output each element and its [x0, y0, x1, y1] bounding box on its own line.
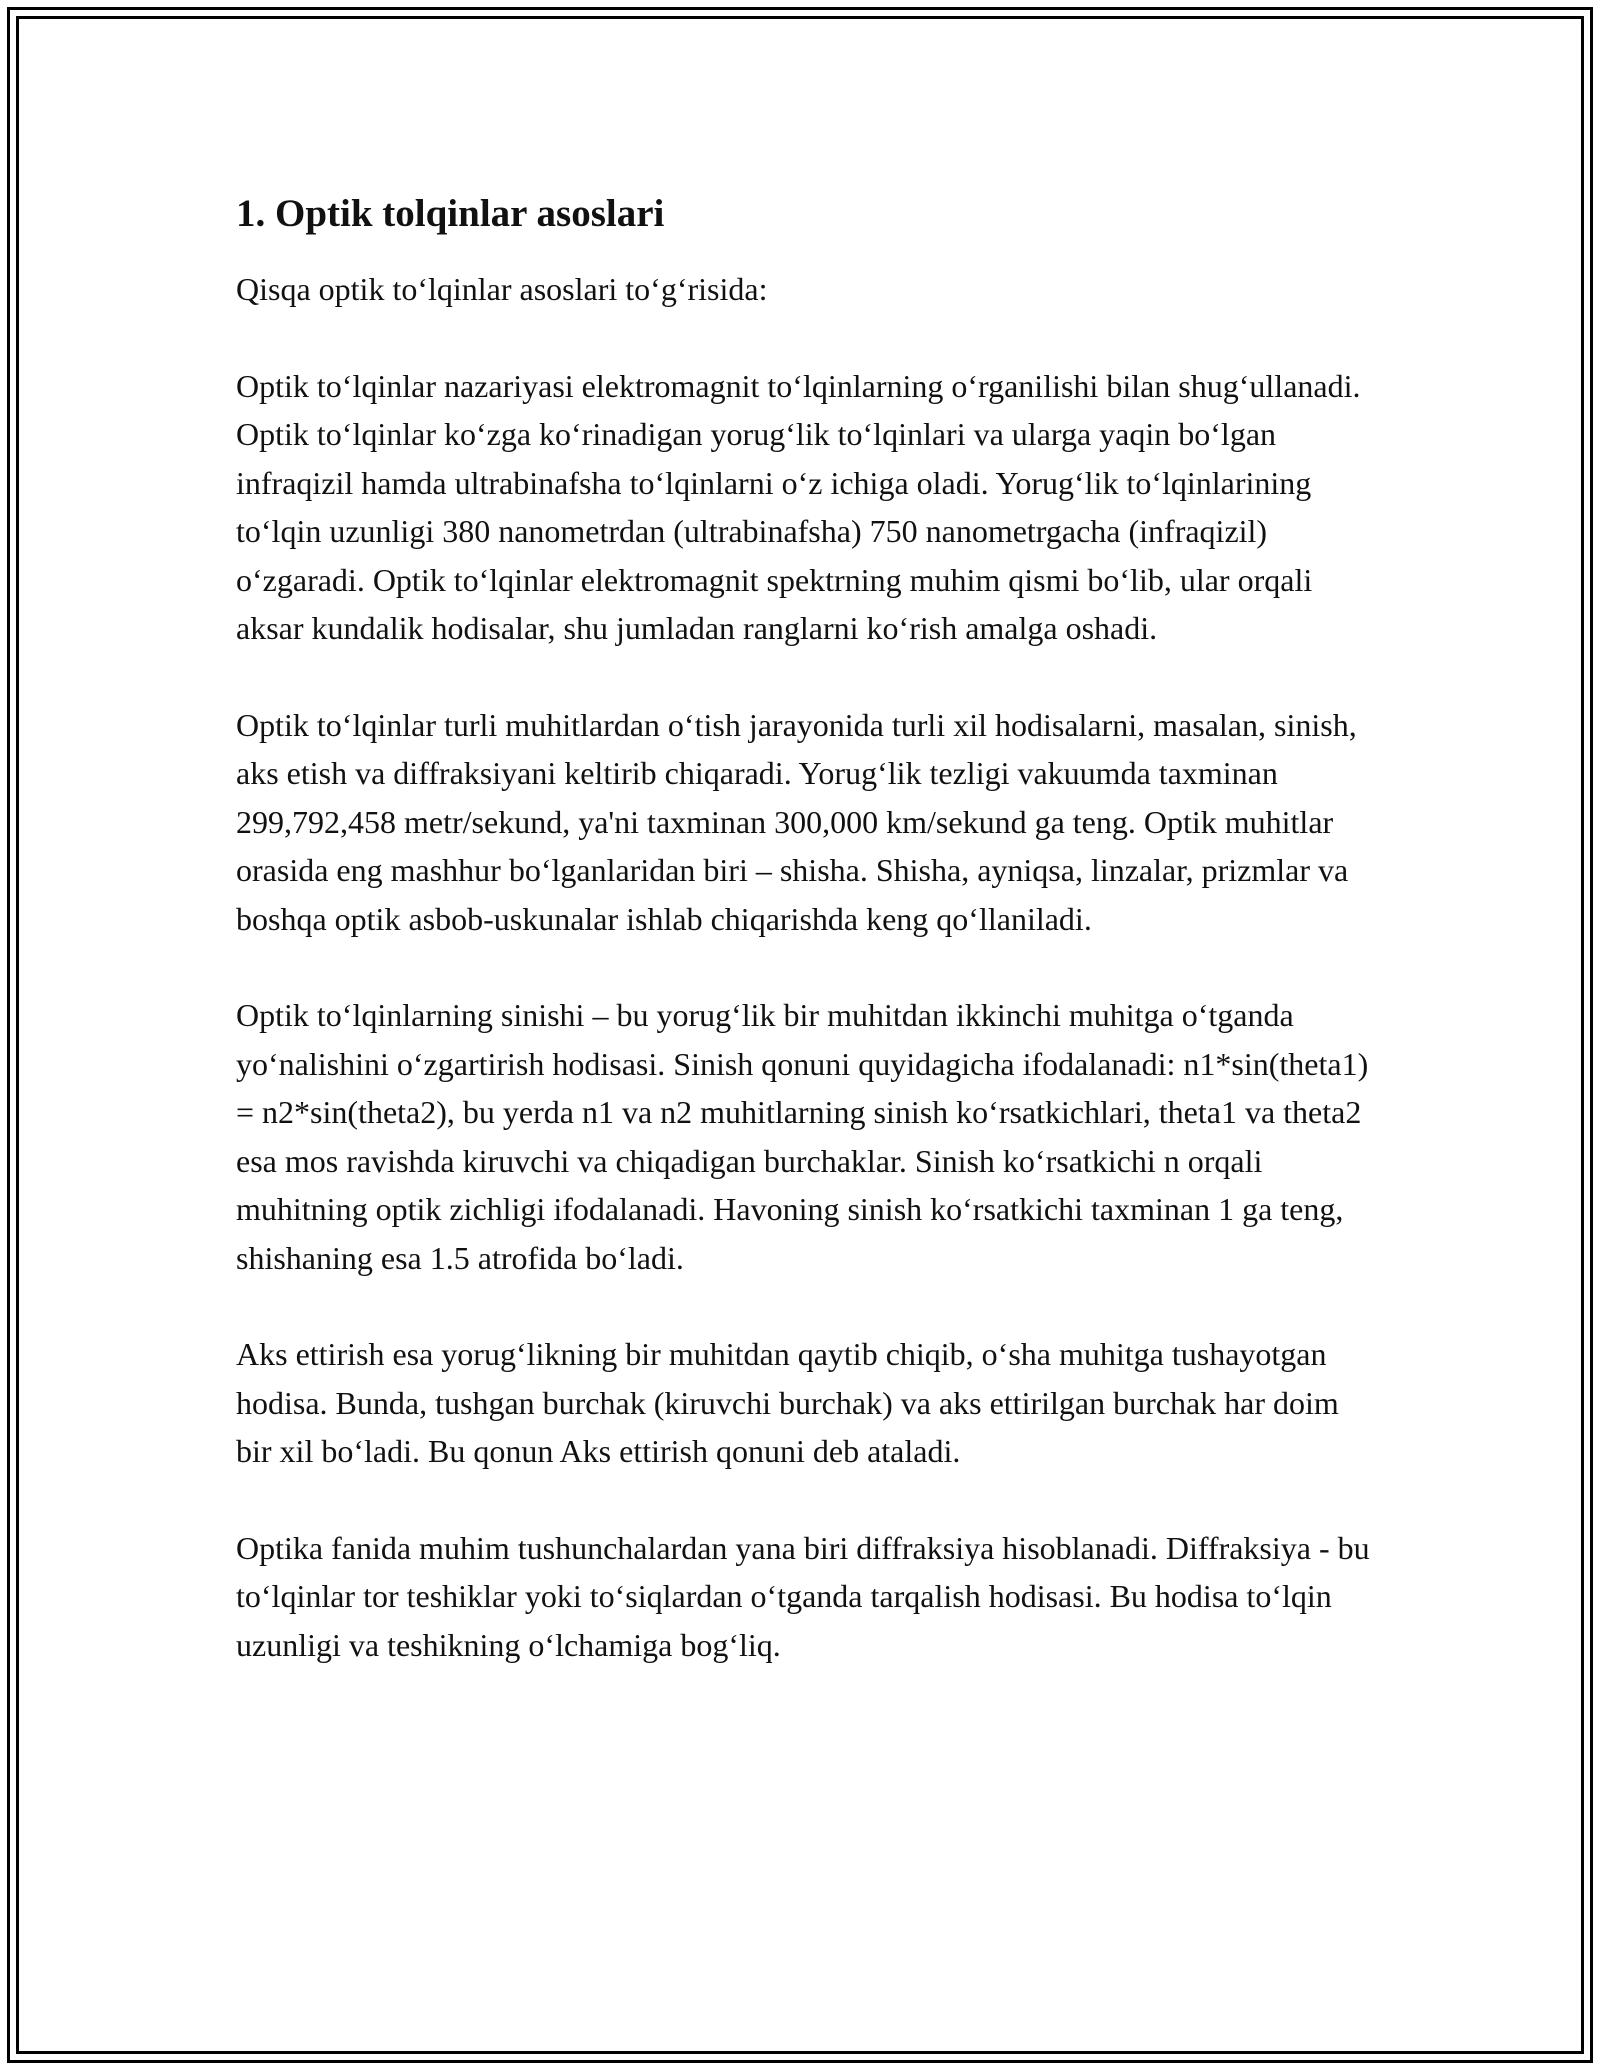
paragraph-media-phenomena: Optik to‘lqinlar turli muhitlardan o‘tish jarayonida turli xil hodisalarni, masalan, sinish, aks etish va diffraksiyani keltirib chiqaradi. Yorug‘lik tezligi vakuumda taxminan 299,792,458 metr/sekund, ya'ni taxminan 300,000 km/sekund ga teng. Optik muhitlar orasida eng mashhur bo‘lganlaridan biri – shisha. Shisha, ayniqsa, linzalar, prizmlar va boshqa optik asbob-uskunalar ishlab chiqarishda keng qo‘llaniladi.	[236, 706, 1357, 937]
paragraph-diffraction: Optika fanida muhim tushunchalardan yana biri diffraksiya hisoblanadi. Diffraksiya - bu to‘lqinlar tor teshiklar yoki to‘siqlardan o‘tganda tarqalish hodisasi. Bu hodisa to‘lqin uzunligi va teshikning o‘lchamiga bog‘liq.	[236, 1529, 1370, 1663]
paragraph-optical-waves: Optik to‘lqinlar nazariyasi elektromagnit to‘lqinlarning o‘rganilishi bilan shug‘ullanadi. Optik to‘lqinlar ko‘zga ko‘rinadigan yorug‘lik to‘lqinlari va ularga yaqin bo‘lgan infraqizil hamda ultrabinafsha to‘lqinlarni o‘z ichiga oladi. Yorug‘lik to‘lqinlarining to‘lqin uzunligi 380 nanometrdan (ultrabinafsha) 750 nanometrgacha (infraqizil) o‘zgaradi. Optik to‘lqinlar elektromagnit spektrning muhim qismi bo‘lib, ular orqali aksar kundalik hodisalar, shu jumladan ranglarni ko‘rish amalga oshadi.	[236, 367, 1361, 646]
intro-text: Qisqa optik to‘lqinlar asoslari to‘g‘risida:	[236, 271, 768, 307]
document-body	[236, 188, 1376, 1717]
document-title: 1. Optik tolqinlar asoslari	[236, 192, 665, 235]
paragraph-reflection: Aks ettirish esa yorug‘likning bir muhitdan qaytib chiqib, o‘sha muhitga tushayotgan hodisa. Bunda, tushgan burchak (kiruvchi burchak) va aks ettirilgan burchak har doim bir xil bo‘ladi. Bu qonun Aks ettirish qonuni deb ataladi.	[236, 1336, 1339, 1469]
paragraph-refraction: Optik to‘lqinlarning sinishi – bu yorug‘lik bir muhitdan ikkinchi muhitga o‘tganda yo‘nalishini o‘zgartirish hodisasi. Sinish qonuni quyidagicha ifodalanadi: n1*sin(theta1) = n2*sin(theta2), bu yerda n1 va n2 muhitlarning sinish ko‘rsatkichlari, theta1 va theta2 esa mos ravishda kiruvchi va chiqadigan burchaklar. Sinish ko‘rsatkichi n orqali muhitning optik zichligi ifodalanadi. Havoning sinish ko‘rsatkichi taxminan 1 ga teng, shishaning esa 1.5 atrofida bo‘ladi.	[236, 997, 1369, 1276]
